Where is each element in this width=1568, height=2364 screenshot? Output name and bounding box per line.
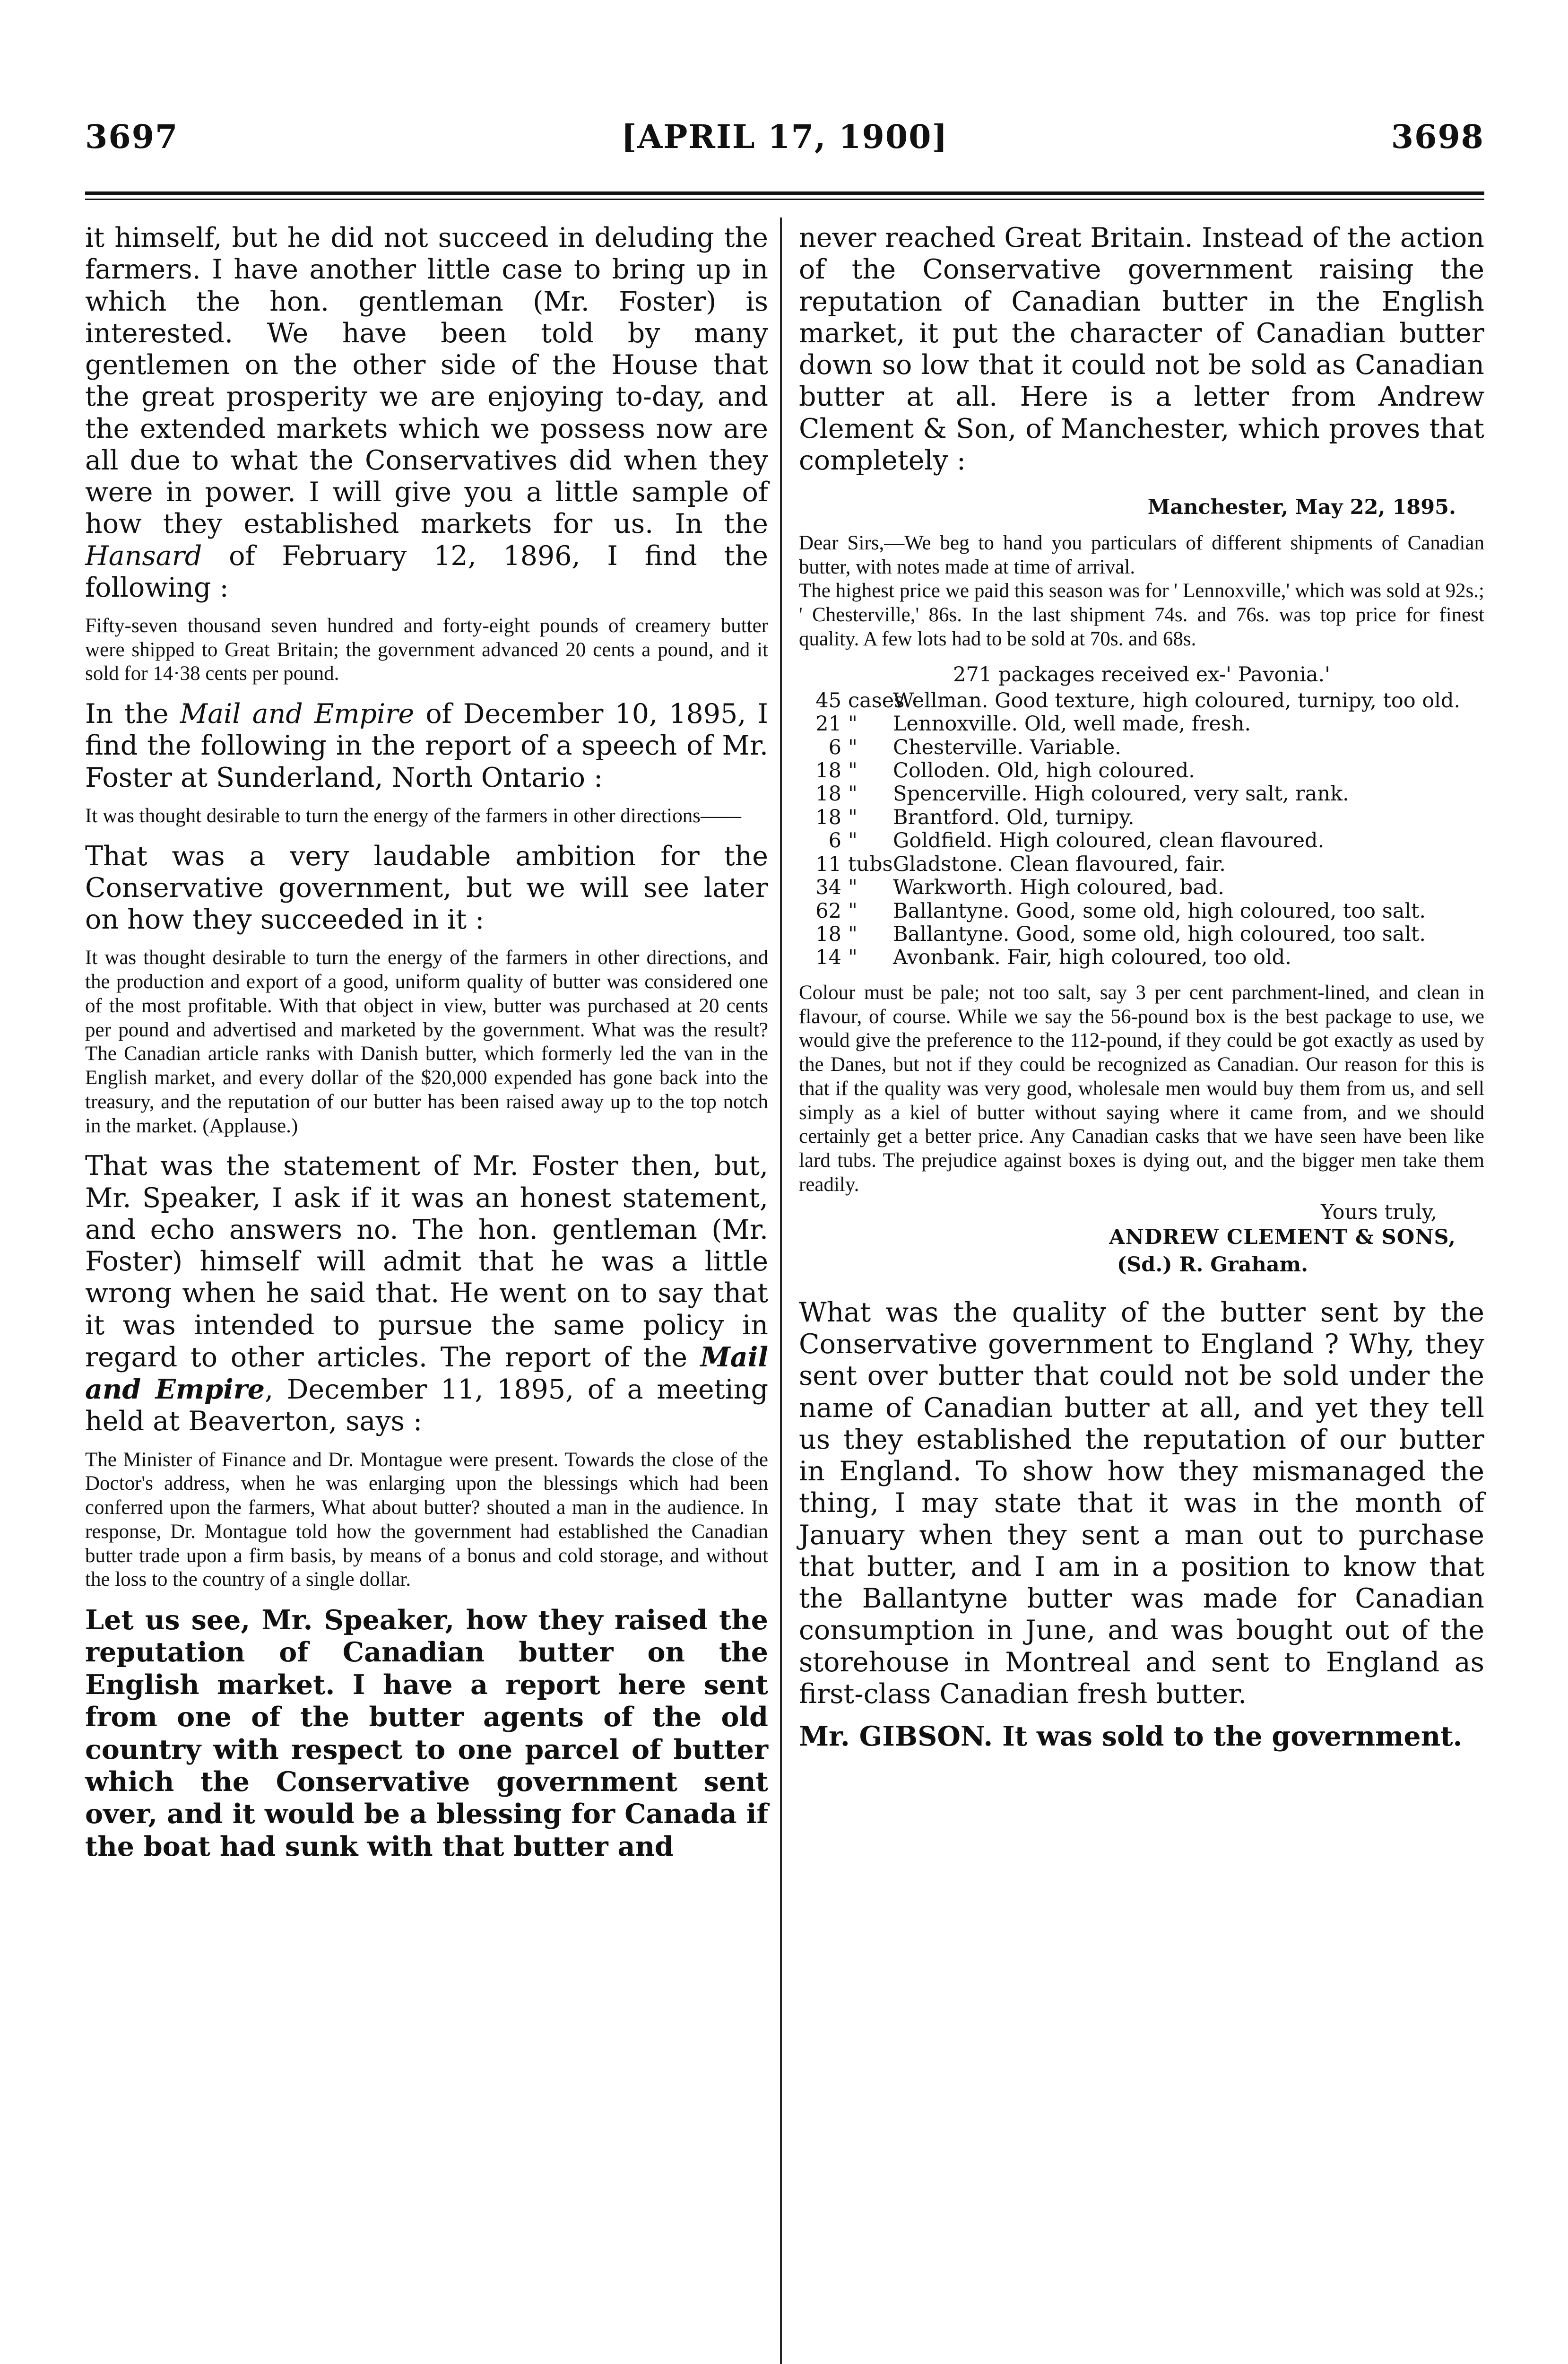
letter-date: Manchester, May 22, 1895. bbox=[1147, 495, 1456, 519]
speaker-paragraph: Mr. GIBSON. It was sold to the government. bbox=[799, 1721, 1463, 1753]
quotation: It was thought desirable to turn the energy of the farmers in other directions, and the production and export of a good, uniform quality of butter was considered one of the most profitable. With that object in view, butter was purchased at 20 cents per pound and advertised and marketed by the government. What was the result? The Canadian article ranks with Danish butter, which formerly led the van in the English market, and every dollar of the $20,000 expended has gone back into the treasury, and the reputation of our butter has been raised away up to the top notch in the market. (Applause.) bbox=[85, 947, 768, 1137]
speaker-name: Mr. GIBSON. bbox=[799, 1721, 993, 1753]
paragraph: never reached Great Britain. Instead of the action of the Conservative government raising the reputation of Canadian butter in the English market, it put the character of Canadian butter down so low that it could not be sold as Canadian butter at all. Here is a letter from Andrew Clement & Son, of Manchester, which proves that completely : bbox=[799, 222, 1484, 476]
paragraph: What was the quality of the butter sent by the Conservative government to England ? Why, they sent over butter that could not be sold under the name of Canadian butter at all, and yet they tell us they established the reputation of our butter in England. To show how they mismanaged the thing, I may state that it was in the month of January when they sent a man out to purchase that butter, and I am in a position to know that the Ballantyne butter was made for Canadian consumption in June, and was bought out of the storehouse in Montreal and sent to England as first-class Canadian fresh butter. bbox=[799, 1296, 1484, 1710]
letter-paragraph: Dear Sirs,—We beg to hand you particulars of different shipments of Canadian butter, with notes made at time of arrival. bbox=[799, 532, 1484, 578]
shipment-row: 62 " Ballantyne. Good, some old, high coloured, too salt. bbox=[815, 899, 1426, 923]
right-column bbox=[799, 222, 1484, 1753]
shipment-table-heading: 271 packages received ex-' Pavonia.' bbox=[953, 662, 1330, 687]
header-rule-thick bbox=[85, 191, 1484, 195]
shipment-row: 6 " Chesterville. Variable. bbox=[828, 735, 1121, 759]
shipment-row: 45 cases Wellman. Good texture, high coloured, turnipy, too old. bbox=[815, 688, 1461, 713]
page-number-left: 3697 bbox=[85, 118, 179, 156]
quotation: Fifty-seven thousand seven hundred and forty-eight pounds of creamery butter were shipped to Great Britain; the government advanced 20 cents a pound, and it sold for 14·38 cents per pound. bbox=[85, 615, 768, 685]
shipment-row: 18 " Colloden. Old, high coloured. bbox=[815, 758, 1195, 782]
paragraph: it himself, but he did not succeed in deluding the farmers. I have another little case to bring up in which the hon. gentleman (Mr. Foster) is interested. We have been told by many gentlemen on the other side of the House that the great prosperity we are enjoying to-day, and the extended markets which we possess now are all due to what the Conservatives did when they were in power. I will give you a little sample of how they established markets for us. In the Hansard of February 12, 1896, I find the following : bbox=[85, 222, 769, 603]
letter-closing: Yours truly, bbox=[1320, 1200, 1437, 1224]
paragraph: That was a very laudable ambition for the Conservative government, but we will see later on how they succeeded in it : bbox=[85, 840, 768, 936]
shipment-table bbox=[799, 689, 1484, 970]
shipment-row: 18 " Spencerville. High coloured, very salt, rank. bbox=[815, 782, 1349, 806]
shipment-row: 18 " Brantford. Old, turnipy. bbox=[815, 805, 1135, 829]
page-number-right: 3698 bbox=[1391, 118, 1484, 156]
letter-paragraph: Colour must be pale; not too salt, say 3 per cent parchment-lined, and clean in flavour, of course. While we say the 56-pound box is the best package to use, we would give the preference to the 112-pound, if they could be got exactly as used by the Danes, but not if they could be recognized as Canadian. Our reason for this is that if the quality was very good, wholesale men would buy them from us, and sell simply as a kiel of butter without saying where it came from, and we should certainly get a better price. Any Canadian casks that we have seen have been like lard tubs. The prejudice against boxes is dying out, and the bigger men take them readily. bbox=[799, 981, 1484, 1196]
letter-body bbox=[799, 531, 1484, 652]
left-column bbox=[85, 222, 768, 1863]
column-divider bbox=[780, 217, 782, 2364]
page-date: [APRIL 17, 1900] bbox=[621, 118, 948, 156]
shipment-row: 34 " Warkworth. High coloured, bad. bbox=[815, 876, 1224, 900]
paragraph: That was the statement of Mr. Foster then, but, Mr. Speaker, I ask if it was an honest statement, and echo answers no. The hon. gentleman (Mr. Foster) himself will admit that he was a little wrong when he said that. He went on to say that it was intended to pursue the same policy in regard to other articles. The report of the Mail and Empire, December 11, 1895, of a meeting held at Beaverton, says : bbox=[85, 1150, 769, 1437]
quotation: It was thought desirable to turn the energy of the farmers in other directions—— bbox=[85, 804, 741, 827]
letter-paragraph: The highest price we paid this season was for ' Lennoxville,' which was sold at 92s.; ' Chesterville,' 86s. In the last shipment 74s. and 76s. was top price for finest quality. A few lots had to be sold at 70s. and 68s. bbox=[799, 580, 1484, 650]
shipment-row: 11 tubs Gladstone. Clean flavoured, fair. bbox=[815, 852, 1226, 876]
page-header bbox=[85, 118, 1484, 175]
letter-signer: (Sd.) R. Graham. bbox=[1117, 1253, 1308, 1277]
paragraph: In the Mail and Empire of December 10, 1895, I find the following in the report of a speech of Mr. Foster at Sunderland, North Ontario : bbox=[85, 698, 768, 793]
shipment-row: 18 " Ballantyne. Good, some old, high coloured, too salt. bbox=[815, 922, 1426, 947]
shipment-row: 21 " Lennoxville. Old, well made, fresh. bbox=[815, 712, 1251, 736]
letter-body bbox=[799, 981, 1484, 1197]
shipment-row: 6 " Goldfield. High coloured, clean flavoured. bbox=[828, 829, 1325, 853]
header-rule-thin bbox=[85, 199, 1484, 200]
paragraph: Let us see, Mr. Speaker, how they raised the reputation of Canadian butter on the English market. I have a report here sent from one of the butter agents of the old country with respect to one parcel of butter which the Conservative government sent over, and it would be a blessing for Canada if the boat had sunk with that butter and bbox=[85, 1604, 768, 1862]
quotation: The Minister of Finance and Dr. Montague were present. Towards the close of the Doctor's address, when he was enlarging upon the blessings which had been conferred upon the farmers, What about butter? shouted a man in the audience. In response, Dr. Montague told how the government had established the Canadian butter trade upon a firm basis, by means of a bonus and cold storage, and without the loss to the country of a single dollar. bbox=[85, 1448, 768, 1591]
letter-signature: ANDREW CLEMENT & SONS, bbox=[1109, 1225, 1456, 1250]
shipment-row: 14 " Avonbank. Fair, high coloured, too old. bbox=[815, 946, 1291, 970]
